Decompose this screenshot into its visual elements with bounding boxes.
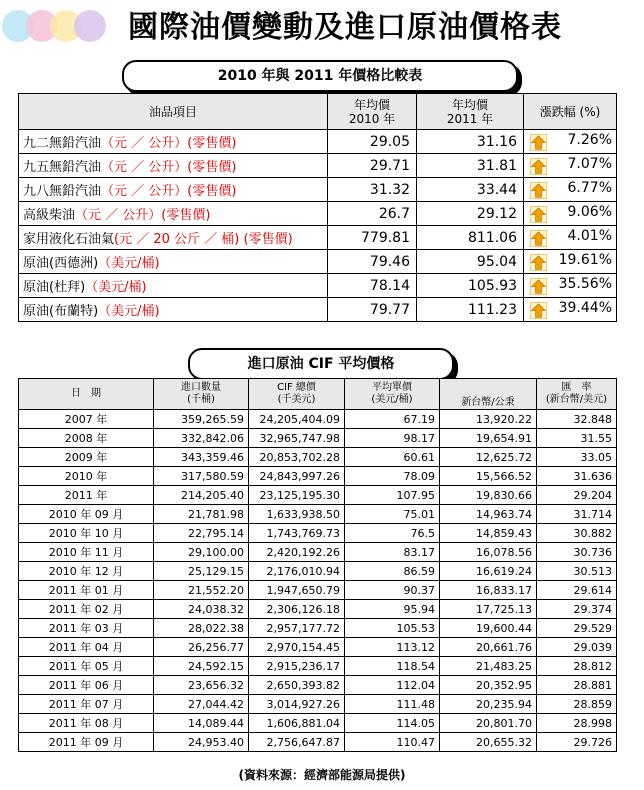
avg-price-cell: 76.5: [345, 524, 440, 543]
cif-total-cell: 3,014,927.26: [249, 695, 345, 714]
source-note: (資料來源：經濟部能源局提供): [238, 768, 406, 782]
table-row: [19, 486, 617, 505]
change-percent: 4.01%: [567, 228, 612, 244]
table-row: [19, 130, 617, 154]
table-row: [19, 467, 617, 486]
oil-item-cell: [19, 298, 328, 322]
up-arrow-icon: [530, 254, 547, 271]
exchange-rate-cell: 29.529: [537, 619, 617, 638]
quantity-cell: 359,265.59: [154, 410, 249, 429]
change-cell: [524, 154, 617, 178]
quantity-cell: 14,089.44: [154, 714, 249, 733]
oil-item-name: 九五無鉛汽油: [23, 160, 102, 175]
cif-total-cell: 24,843,997.26: [249, 467, 345, 486]
table-header-row: [19, 379, 617, 410]
ntd-per-kl-cell: 20,235.94: [440, 695, 537, 714]
exchange-rate-cell: 29.374: [537, 600, 617, 619]
page-title: 國際油價變動及進口原油價格表: [128, 10, 562, 45]
cif-total-cell: 2,957,177.72: [249, 619, 345, 638]
exchange-rate-cell: 33.05: [537, 448, 617, 467]
cif-total-cell: 32,965,747.98: [249, 429, 345, 448]
quantity-cell: 24,592.15: [154, 657, 249, 676]
quantity-cell: 332,842.06: [154, 429, 249, 448]
up-arrow-icon: [530, 302, 547, 319]
table-header-row: [19, 94, 617, 130]
quantity-cell: 26,256.77: [154, 638, 249, 657]
exchange-rate-cell: 28.998: [537, 714, 617, 733]
ntd-per-kl-cell: 13,920.22: [440, 410, 537, 429]
up-arrow-icon: [530, 278, 547, 295]
table-row: [19, 505, 617, 524]
oil-item-unit: （美元/桶): [85, 280, 147, 295]
period-cell: 2008 年: [19, 429, 154, 448]
oil-item-name: 高級柴油: [23, 208, 76, 223]
cif-total-cell: 20,853,702.28: [249, 448, 345, 467]
decorative-circles-icon: [0, 6, 112, 46]
avg-price-cell: 110.47: [345, 733, 440, 752]
table-row: [19, 274, 617, 298]
header-avg-price: [345, 379, 440, 410]
quantity-cell: 23,656.32: [154, 676, 249, 695]
header-2010-line1: 年均價: [353, 97, 390, 112]
exchange-rate-cell: 29.204: [537, 486, 617, 505]
period-cell: 2010 年 12 月: [19, 562, 154, 581]
period-cell: 2010 年 09 月: [19, 505, 154, 524]
avg-price-cell: 111.48: [345, 695, 440, 714]
exchange-rate-cell: 29.726: [537, 733, 617, 752]
price-2011: 811.06: [417, 226, 524, 250]
ntd-per-kl-cell: 21,483.25: [440, 657, 537, 676]
period-cell: 2011 年 05 月: [19, 657, 154, 676]
period-cell: 2011 年: [19, 486, 154, 505]
period-cell: 2011 年 09 月: [19, 733, 154, 752]
exchange-rate-cell: 32.848: [537, 410, 617, 429]
header-quantity-line1: 進口數量: [181, 382, 221, 393]
cif-total-cell: 2,756,647.87: [249, 733, 345, 752]
exchange-rate-cell: 30.736: [537, 543, 617, 562]
header-2011: [417, 94, 524, 130]
price-comparison-table: [18, 93, 617, 322]
ntd-per-kl-cell: 16,833.17: [440, 581, 537, 600]
change-percent: 39.44%: [558, 300, 612, 316]
cif-price-table: [18, 378, 617, 752]
price-2011: 29.12: [417, 202, 524, 226]
header-exchange-rate-line1: 匯 率: [561, 382, 592, 393]
oil-item-cell: [19, 154, 328, 178]
ntd-per-kl-cell: 16,078.56: [440, 543, 537, 562]
header-quantity: [154, 379, 249, 410]
header-cif-total-line2: (千美元): [277, 394, 316, 405]
exchange-rate-cell: 28.812: [537, 657, 617, 676]
period-cell: 2011 年 03 月: [19, 619, 154, 638]
ntd-per-kl-cell: 19,654.91: [440, 429, 537, 448]
table-row: [19, 562, 617, 581]
table-row: [19, 600, 617, 619]
quantity-cell: 27,044.42: [154, 695, 249, 714]
cif-total-cell: 2,915,236.17: [249, 657, 345, 676]
price-2011: 111.23: [417, 298, 524, 322]
ntd-per-kl-cell: 17,725.13: [440, 600, 537, 619]
price-2011: 31.81: [417, 154, 524, 178]
avg-price-cell: 83.17: [345, 543, 440, 562]
ntd-per-kl-cell: 19,600.44: [440, 619, 537, 638]
exchange-rate-cell: 28.881: [537, 676, 617, 695]
exchange-rate-cell: 29.039: [537, 638, 617, 657]
table-row: [19, 619, 617, 638]
header-date: 日 期: [19, 379, 154, 410]
oil-item-name: 原油(布蘭特): [23, 304, 99, 319]
table-row: [19, 714, 617, 733]
exchange-rate-cell: 31.636: [537, 467, 617, 486]
oil-item-cell: [19, 202, 328, 226]
price-2010: 29.05: [328, 130, 417, 154]
exchange-rate-cell: 29.614: [537, 581, 617, 600]
quantity-cell: 21,552.20: [154, 581, 249, 600]
avg-price-cell: 78.09: [345, 467, 440, 486]
oil-item-name: 原油(西德洲): [23, 256, 99, 271]
period-cell: 2010 年 10 月: [19, 524, 154, 543]
oil-item-cell: [19, 250, 328, 274]
header-avg-price-line2: (美元/桶): [371, 394, 413, 405]
table-row: [19, 410, 617, 429]
avg-price-cell: 60.61: [345, 448, 440, 467]
oil-item-cell: [19, 274, 328, 298]
cif-total-cell: 2,306,126.18: [249, 600, 345, 619]
oil-item-unit: （元 ／ 公升）(零售價): [101, 184, 237, 199]
price-2010: 79.77: [328, 298, 417, 322]
ntd-per-kl-cell: 16,619.24: [440, 562, 537, 581]
exchange-rate-cell: 30.513: [537, 562, 617, 581]
quantity-cell: 317,580.59: [154, 467, 249, 486]
period-cell: 2011 年 06 月: [19, 676, 154, 695]
table-row: [19, 429, 617, 448]
period-cell: 2007 年: [19, 410, 154, 429]
avg-price-cell: 114.05: [345, 714, 440, 733]
avg-price-cell: 105.53: [345, 619, 440, 638]
table-row: [19, 695, 617, 714]
oil-item-name: 九八無鉛汽油: [23, 184, 102, 199]
quantity-cell: 21,781.98: [154, 505, 249, 524]
cif-total-cell: 1,633,938.50: [249, 505, 345, 524]
table-row: [19, 638, 617, 657]
price-2010: 31.32: [328, 178, 417, 202]
table-row: [19, 298, 617, 322]
change-percent: 35.56%: [558, 276, 612, 292]
avg-price-cell: 95.94: [345, 600, 440, 619]
quantity-cell: 24,038.32: [154, 600, 249, 619]
quantity-cell: 28,022.38: [154, 619, 249, 638]
change-percent: 7.26%: [567, 132, 612, 148]
price-2011: 33.44: [417, 178, 524, 202]
table-row: [19, 202, 617, 226]
quantity-cell: 22,795.14: [154, 524, 249, 543]
ntd-per-kl-cell: 20,352.95: [440, 676, 537, 695]
comparison-banner: 2010 年與 2011 年價格比較表: [122, 60, 518, 92]
ntd-per-kl-cell: 20,801.70: [440, 714, 537, 733]
header-2010-line2: 2010 年: [348, 111, 396, 126]
quantity-cell: 25,129.15: [154, 562, 249, 581]
ntd-per-kl-cell: 12,625.72: [440, 448, 537, 467]
table-row: [19, 250, 617, 274]
price-2010: 779.81: [328, 226, 417, 250]
table-row: [19, 733, 617, 752]
exchange-rate-cell: 31.714: [537, 505, 617, 524]
table-row: [19, 448, 617, 467]
table-row: [19, 178, 617, 202]
header-exchange-rate: [537, 379, 617, 410]
period-cell: 2011 年 02 月: [19, 600, 154, 619]
cif-banner: 進口原油 CIF 平均價格: [188, 348, 454, 380]
oil-item-unit: （元 ／ 公升）(零售價): [101, 136, 237, 151]
cif-total-cell: 2,176,010.94: [249, 562, 345, 581]
cif-total-cell: 24,205,404.09: [249, 410, 345, 429]
up-arrow-icon: [530, 206, 547, 223]
oil-item-unit: (元 ／ 20 公斤 ／ 桶) (零售價): [114, 232, 293, 247]
change-cell: [524, 274, 617, 298]
up-arrow-icon: [530, 158, 547, 175]
period-cell: 2011 年 01 月: [19, 581, 154, 600]
oil-item-cell: [19, 178, 328, 202]
cif-total-cell: 23,125,195.30: [249, 486, 345, 505]
table-row: [19, 657, 617, 676]
quantity-cell: 343,359.46: [154, 448, 249, 467]
table-row: [19, 154, 617, 178]
oil-item-unit: （元 ／ 公升）(零售價): [101, 160, 237, 175]
price-2011: 95.04: [417, 250, 524, 274]
avg-price-cell: 86.59: [345, 562, 440, 581]
ntd-per-kl-cell: 19,830.66: [440, 486, 537, 505]
header-2011-line2: 2011 年: [446, 111, 494, 126]
ntd-per-kl-cell: 14,859.43: [440, 524, 537, 543]
cif-total-cell: 1,743,769.73: [249, 524, 345, 543]
header-cif-total-line1: CIF 總價: [277, 382, 316, 393]
oil-item-cell: [19, 130, 328, 154]
header-2010: [328, 94, 417, 130]
ntd-per-kl-cell: 15,566.52: [440, 467, 537, 486]
up-arrow-icon: [530, 182, 547, 199]
avg-price-cell: 90.37: [345, 581, 440, 600]
ntd-per-kl-cell: 20,655.32: [440, 733, 537, 752]
header-avg-price-line1: 平均單價: [372, 382, 412, 393]
price-2010: 29.71: [328, 154, 417, 178]
table-row: [19, 524, 617, 543]
period-cell: 2011 年 07 月: [19, 695, 154, 714]
oil-item-name: 原油(杜拜): [23, 280, 86, 295]
period-cell: 2011 年 04 月: [19, 638, 154, 657]
price-2011: 31.16: [417, 130, 524, 154]
header-2011-line1: 年均價: [451, 97, 488, 112]
oil-item-unit: （美元/桶): [98, 256, 160, 271]
header-quantity-line2: (千桶): [187, 394, 215, 405]
change-cell: [524, 298, 617, 322]
change-cell: [524, 226, 617, 250]
change-cell: [524, 130, 617, 154]
period-cell: 2011 年 08 月: [19, 714, 154, 733]
oil-item-unit: （美元/桶): [98, 304, 160, 319]
header-ntd-per-kl: 新台幣/公秉: [440, 379, 537, 410]
price-2011: 105.93: [417, 274, 524, 298]
change-percent: 9.06%: [567, 204, 612, 220]
cif-total-cell: 2,650,393.82: [249, 676, 345, 695]
avg-price-cell: 118.54: [345, 657, 440, 676]
ntd-per-kl-cell: 20,661.76: [440, 638, 537, 657]
avg-price-cell: 67.19: [345, 410, 440, 429]
period-cell: 2009 年: [19, 448, 154, 467]
price-2010: 26.7: [328, 202, 417, 226]
oil-item-unit: （元 ／ 公升）(零售價): [75, 208, 211, 223]
exchange-rate-cell: 28.859: [537, 695, 617, 714]
quantity-cell: 214,205.40: [154, 486, 249, 505]
change-percent: 7.07%: [567, 156, 612, 172]
table-row: [19, 226, 617, 250]
change-cell: [524, 202, 617, 226]
table-row: [19, 676, 617, 695]
oil-item-name: 九二無鉛汽油: [23, 136, 102, 151]
up-arrow-icon: [530, 230, 547, 247]
cif-total-cell: 1,947,650.79: [249, 581, 345, 600]
price-2010: 79.46: [328, 250, 417, 274]
avg-price-cell: 113.12: [345, 638, 440, 657]
up-arrow-icon: [530, 134, 547, 151]
avg-price-cell: 112.04: [345, 676, 440, 695]
header-exchange-rate-line2: (新台幣/美元): [545, 394, 608, 405]
cif-total-cell: 1,606,881.04: [249, 714, 345, 733]
change-cell: [524, 250, 617, 274]
change-cell: [524, 178, 617, 202]
oil-item-name: 家用液化石油氣: [23, 232, 115, 247]
exchange-rate-cell: 31.55: [537, 429, 617, 448]
avg-price-cell: 107.95: [345, 486, 440, 505]
header-change: 漲跌幅 (%): [524, 94, 617, 130]
avg-price-cell: 98.17: [345, 429, 440, 448]
price-2010: 78.14: [328, 274, 417, 298]
period-cell: 2010 年 11 月: [19, 543, 154, 562]
header-item: 油品項目: [19, 94, 328, 130]
cif-total-cell: 2,970,154.45: [249, 638, 345, 657]
avg-price-cell: 75.01: [345, 505, 440, 524]
change-percent: 6.77%: [567, 180, 612, 196]
table-row: [19, 543, 617, 562]
exchange-rate-cell: 30.882: [537, 524, 617, 543]
oil-item-cell: [19, 226, 328, 250]
cif-total-cell: 2,420,192.26: [249, 543, 345, 562]
quantity-cell: 24,953.40: [154, 733, 249, 752]
header-cif-total: [249, 379, 345, 410]
change-percent: 19.61%: [558, 252, 612, 268]
table-row: [19, 581, 617, 600]
period-cell: 2010 年: [19, 467, 154, 486]
quantity-cell: 29,100.00: [154, 543, 249, 562]
ntd-per-kl-cell: 14,963.74: [440, 505, 537, 524]
